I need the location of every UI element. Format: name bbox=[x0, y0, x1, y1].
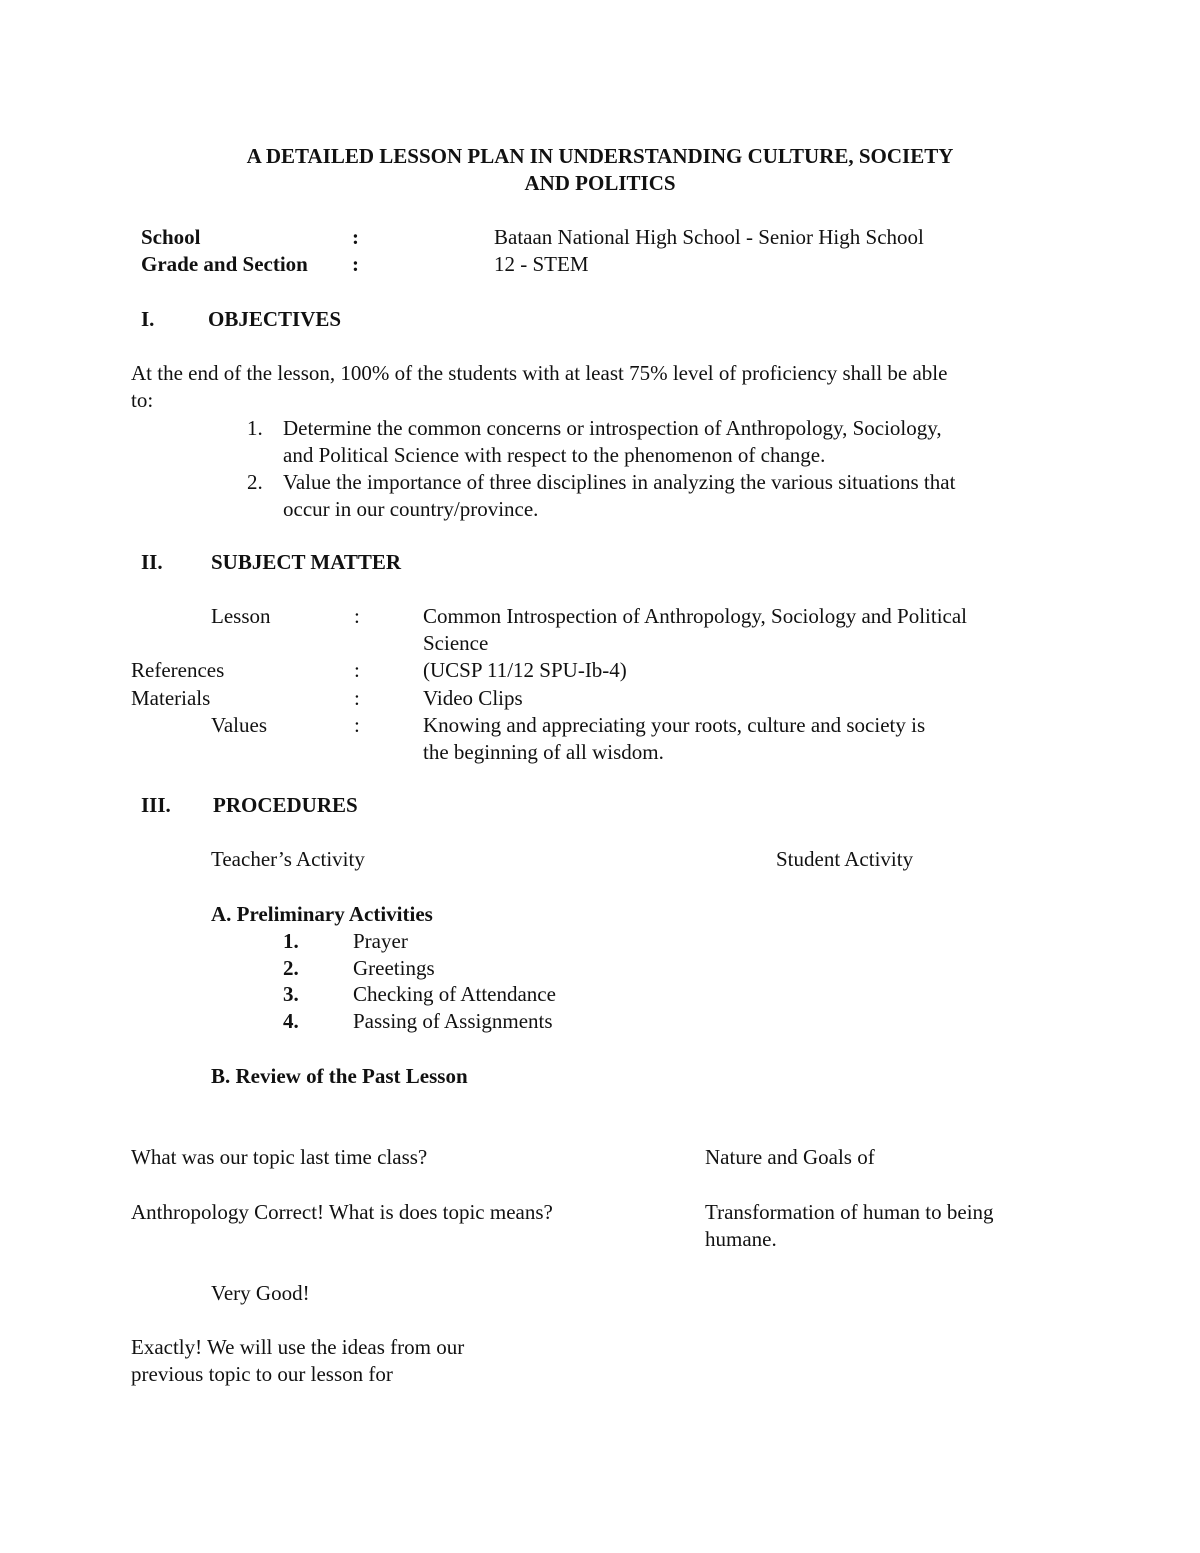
preliminary-item-number: 2. bbox=[283, 956, 299, 980]
objectives-intro-line-1: At the end of the lesson, 100% of the students with at least 75% level of proficiency shall be able bbox=[131, 361, 948, 385]
review-past-lesson-heading: B. Review of the Past Lesson bbox=[211, 1064, 468, 1088]
objectives-heading: OBJECTIVES bbox=[208, 307, 342, 331]
student-activity-column-header: Student Activity bbox=[776, 847, 914, 871]
objective-text: and Political Science with respect to the phenomenon of change. bbox=[283, 443, 826, 467]
preliminary-item: Prayer bbox=[353, 929, 408, 953]
student-answer-2: Transformation of human to being bbox=[705, 1200, 994, 1224]
procedures-heading: PROCEDURES bbox=[213, 793, 358, 817]
subject-row-colon: : bbox=[354, 686, 360, 710]
objectives-intro-line-2: to: bbox=[131, 388, 154, 412]
subject-row-colon: : bbox=[354, 604, 360, 628]
subject-row-value-values: Knowing and appreciating your roots, culture and society is bbox=[423, 713, 926, 737]
preliminary-item: Greetings bbox=[353, 956, 435, 980]
school-colon: : bbox=[352, 225, 359, 249]
grade-section-colon: : bbox=[352, 252, 359, 276]
teacher-praise: Very Good! bbox=[211, 1281, 310, 1305]
objective-number: 1. bbox=[247, 416, 263, 440]
document-title-line-1: A DETAILED LESSON PLAN IN UNDERSTANDING CULTURE, SOCIETY bbox=[246, 144, 954, 168]
objective-text: Value the importance of three disciplines in analyzing the various situations that bbox=[283, 470, 956, 494]
subject-row-label-lesson: Lesson bbox=[211, 604, 271, 628]
subject-row-colon: : bbox=[354, 713, 360, 737]
teacher-closing-remark: previous topic to our lesson for bbox=[131, 1362, 393, 1386]
objective-text: occur in our country/province. bbox=[283, 497, 539, 521]
subject-row-label-values: Values bbox=[211, 713, 267, 737]
student-answer-1: Nature and Goals of bbox=[705, 1145, 875, 1169]
procedures-numeral: III. bbox=[141, 793, 171, 817]
preliminary-item: Checking of Attendance bbox=[353, 982, 556, 1006]
subject-row-label-references: References bbox=[131, 658, 225, 682]
subject-row-value-references: (UCSP 11/12 SPU-Ib-4) bbox=[423, 658, 627, 682]
school-value: Bataan National High School - Senior High School bbox=[494, 225, 924, 249]
objectives-numeral: I. bbox=[141, 307, 155, 331]
subject-row-value-lesson: Science bbox=[423, 631, 489, 655]
preliminary-item-number: 1. bbox=[283, 929, 299, 953]
teacher-question-2: Anthropology Correct! What is does topic means? bbox=[131, 1200, 553, 1224]
school-label: School bbox=[141, 225, 201, 249]
preliminary-item: Passing of Assignments bbox=[353, 1009, 553, 1033]
grade-section-label: Grade and Section bbox=[141, 252, 308, 276]
document-title-line-2: AND POLITICS bbox=[524, 171, 676, 195]
preliminary-activities-heading: A. Preliminary Activities bbox=[211, 902, 433, 926]
teacher-closing-remark: Exactly! We will use the ideas from our bbox=[131, 1335, 465, 1359]
teacher-question-1: What was our topic last time class? bbox=[131, 1145, 428, 1169]
subject-matter-numeral: II. bbox=[141, 550, 163, 574]
subject-matter-heading: SUBJECT MATTER bbox=[211, 550, 402, 574]
preliminary-item-number: 3. bbox=[283, 982, 299, 1006]
subject-row-value-values: the beginning of all wisdom. bbox=[423, 740, 664, 764]
subject-row-value-lesson: Common Introspection of Anthropology, Sociology and Political bbox=[423, 604, 968, 628]
grade-section-value: 12 - STEM bbox=[494, 252, 589, 276]
objective-number: 2. bbox=[247, 470, 263, 494]
student-answer-2: humane. bbox=[705, 1227, 777, 1251]
objective-text: Determine the common concerns or introspection of Anthropology, Sociology, bbox=[283, 416, 942, 440]
subject-row-label-materials: Materials bbox=[131, 686, 211, 710]
subject-row-colon: : bbox=[354, 658, 360, 682]
preliminary-item-number: 4. bbox=[283, 1009, 299, 1033]
subject-row-value-materials: Video Clips bbox=[423, 686, 523, 710]
teacher-activity-column-header: Teacher’s Activity bbox=[211, 847, 365, 871]
